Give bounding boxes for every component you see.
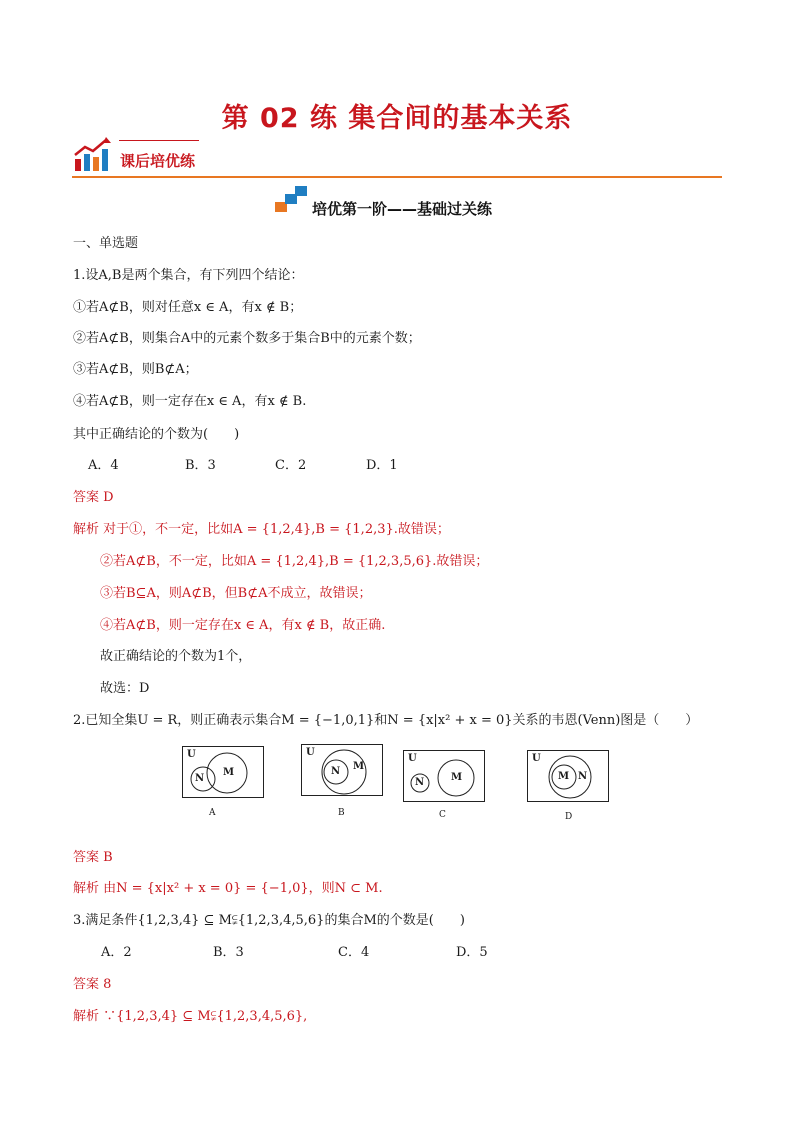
section-divider (72, 176, 722, 178)
q1-conclusion-3: ③若A⊄B，则B⊄A； (73, 362, 198, 377)
subsection-title: 培优第一阶——基础过关练 (312, 200, 493, 218)
q1-explain-5: 故正确结论的个数为1个， (100, 649, 252, 664)
q1-option-a: A．4 (88, 458, 119, 473)
q3-stem: 3.满足条件{1,2,3,4} ⊆ M⫋{1,2,3,4,5,6}的集合M的个数是( ) (73, 913, 465, 928)
venn-d-universe-label: U (532, 753, 541, 764)
chart-logo-icon (73, 137, 113, 173)
venn-caption-d: D (565, 812, 573, 822)
q1-conclusion-2: ②若A⊄B，则集合A中的元素个数多于集合B中的元素个数； (73, 331, 421, 346)
q3-option-c: C．4 (338, 945, 370, 960)
venn-d-m-label: M (558, 771, 570, 782)
q1-conclusion-4: ④若A⊄B，则一定存在x ∈ A，有x ∉ B. (73, 394, 307, 409)
q3-option-a: A．2 (101, 945, 132, 960)
venn-caption-a: A (209, 808, 216, 818)
venn-c-n-label: N (415, 777, 425, 788)
q3-option-b: B．3 (213, 945, 244, 960)
q1-ask: 其中正确结论的个数为( ) (73, 427, 240, 442)
title-underline (119, 140, 199, 141)
venn-b-universe-label: U (306, 747, 315, 758)
q1-option-b: B．3 (185, 458, 216, 473)
q3-explain: 解析 ∵{1,2,3,4} ⊆ M⫋{1,2,3,4,5,6}, (73, 1009, 308, 1024)
venn-b-n-label: N (331, 766, 341, 777)
q1-explain-1: 解析 对于①，不一定，比如A = {1,2,4},B = {1,2,3}.故错误； (73, 522, 450, 537)
q1-explain-3: ③若B⊆A，则A⊄B，但B⊄A不成立，故错误； (100, 586, 372, 601)
q1-stem: 1.设A,B是两个集合，有下列四个结论： (73, 268, 304, 283)
q1-explain-4: ④若A⊄B，则一定存在x ∈ A，有x ∉ B，故正确. (100, 618, 386, 633)
page-title: 第 02 练 集合间的基本关系 (221, 103, 573, 134)
q1-conclusion-1: ①若A⊄B，则对任意x ∈ A，有x ∉ B； (73, 300, 303, 315)
q1-answer: 答案 D (73, 490, 114, 505)
venn-caption-b: B (338, 808, 345, 818)
q2-stem: 2.已知全集U = R，则正确表示集合M = {−1,0,1}和N = {x|x² + x = 0}关系的韦恩(Venn)图是（ ） (73, 713, 699, 728)
venn-a-n-label: N (195, 773, 205, 784)
q1-explain-2: ②若A⊄B，不一定，比如A = {1,2,4},B = {1,2,3,5,6}.故错误； (100, 554, 489, 569)
venn-diagram-d (527, 750, 609, 802)
question-type-heading: 一、单选题 (73, 236, 139, 251)
q1-option-d: D．1 (366, 458, 398, 473)
venn-a-universe-label: U (187, 749, 196, 760)
venn-diagram-a (182, 746, 264, 798)
q1-option-c: C．2 (275, 458, 307, 473)
stairs-icon (275, 186, 309, 214)
venn-diagram-b (301, 744, 383, 796)
q2-answer: 答案 B (73, 850, 113, 865)
venn-a-m-label: M (223, 767, 235, 778)
q1-explain-6: 故选：D (100, 681, 150, 696)
venn-caption-c: C (439, 810, 446, 820)
venn-c-m-label: M (451, 772, 463, 783)
q3-answer: 答案 8 (73, 977, 112, 992)
section-label: 课后培优练 (120, 152, 196, 170)
q2-explain: 解析 由N = {x|x² + x = 0} = {−1,0}，则N ⊂ M. (73, 881, 383, 896)
venn-diagram-c (403, 750, 485, 802)
q3-option-d: D．5 (456, 945, 488, 960)
venn-c-universe-label: U (408, 753, 417, 764)
venn-b-m-label: M (353, 761, 365, 772)
venn-d-n-label: N (578, 771, 588, 782)
